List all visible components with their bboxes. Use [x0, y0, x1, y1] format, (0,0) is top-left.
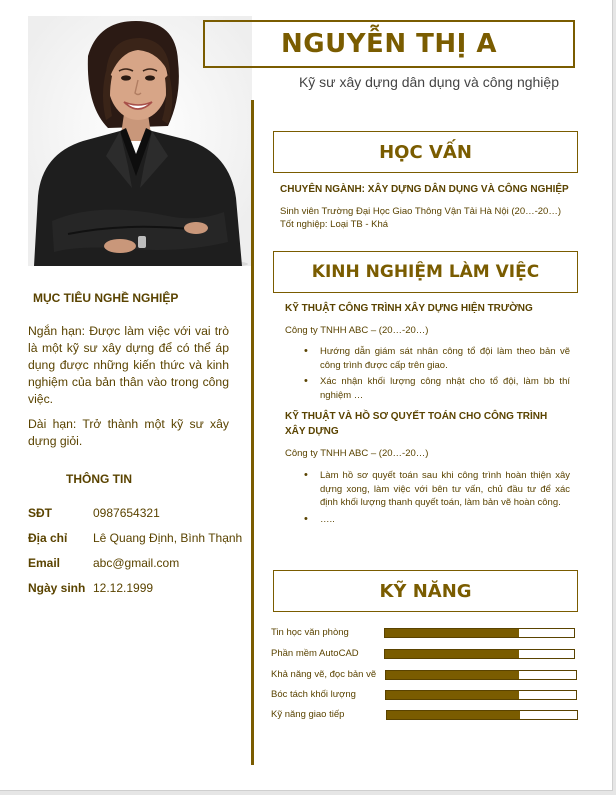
birthdate-value: 12.12.1999	[93, 581, 154, 595]
experience-heading: KINH NGHIỆM LÀM VIỆC	[311, 262, 540, 282]
skill-bar	[385, 690, 577, 700]
column-divider	[251, 100, 254, 765]
skill-bar-fill	[386, 691, 519, 699]
skill-label: Tin học văn phòng	[271, 627, 349, 638]
job-2-title: KỸ THUẬT VÀ HỒ SƠ QUYẾT TOÁN CHO CÔNG TRÌNH XÂY DỰNG	[285, 411, 548, 437]
skill-bar	[384, 649, 575, 659]
skill-bar	[384, 628, 575, 638]
list-item: • Hướng dẫn giám sát nhân công tổ đội làm theo bản vẽ công trình được cấp trên giao.	[304, 345, 570, 372]
list-item: • …..	[304, 513, 570, 527]
job-1-company: Công ty TNHH ABC – (20…-20…)	[285, 325, 429, 336]
email-value: abc@gmail.com	[93, 556, 180, 570]
skills-heading: KỸ NĂNG	[379, 580, 472, 602]
list-item: • Làm hồ sơ quyết toán sau khi công trình hoàn thiện xây dựng xong, làm việc với bên tư vấn, chủ đầu tư để xác định khối lượng thanh quyết toán, làm bản vẽ hoàn công.	[304, 469, 570, 510]
job-2-duties	[304, 469, 570, 529]
skill-bar-fill	[385, 650, 519, 658]
skill-bar-fill	[387, 711, 520, 719]
skill-label: Kỹ năng giao tiếp	[271, 709, 345, 720]
address-label: Địa chỉ	[28, 531, 68, 545]
objective-short-term: Ngắn hạn: Được làm việc với vai trò là một kỹ sư xây dựng để có thể áp dụng được những kiến thức và kinh nghiệm của bản thân vào trong công việc.	[28, 324, 229, 406]
education-heading-box	[273, 131, 578, 173]
job-title: Kỹ sư xây dựng dân dụng và công nghiệp	[298, 74, 559, 90]
info-heading: THÔNG TIN	[66, 472, 132, 486]
objective-long-term: Dài hạn: Trở thành một kỹ sư xây dựng giỏi.	[28, 417, 229, 448]
email-label: Email	[28, 556, 61, 570]
full-name: NGUYỄN THỊ A	[281, 29, 497, 59]
job-1-duties	[304, 345, 570, 405]
list-item: • Xác nhận khối lượng công nhật cho tổ đội, làm bb thí nghiệm …	[304, 375, 570, 402]
skill-bar	[386, 710, 578, 720]
skill-label: Phần mềm AutoCAD	[271, 648, 359, 659]
address-value: Lê Quang Định, Bình Thạnh	[93, 531, 243, 545]
education-major: CHUYÊN NGÀNH: XÂY DỰNG DÂN DỤNG VÀ CÔNG NGHIỆP	[280, 184, 569, 195]
education-heading: HỌC VẤN	[379, 141, 472, 163]
phone-value: 0987654321	[93, 506, 160, 520]
job-2-company: Công ty TNHH ABC – (20…-20…)	[285, 448, 429, 459]
education-school: Sinh viên Trường Đại Học Giao Thông Vận Tải Hà Nội (20…-20…)	[280, 206, 562, 217]
experience-heading-box	[273, 251, 578, 293]
education-graduation: Tốt nghiệp: Loại TB - Khá	[280, 219, 389, 230]
name-box	[203, 20, 575, 68]
skill-label: Khả năng vẽ, đọc bản vẽ	[271, 669, 377, 680]
objective-heading: MỤC TIÊU NGHỀ NGHIỆP	[33, 291, 179, 305]
skill-bar-fill	[385, 629, 519, 637]
skill-bar	[385, 670, 577, 680]
job-1-title: KỸ THUẬT CÔNG TRÌNH XÂY DỰNG HIỆN TRƯỜNG	[285, 303, 533, 314]
birthdate-label: Ngày sinh	[28, 581, 86, 595]
skill-bar-fill	[386, 671, 519, 679]
phone-label: SĐT	[28, 506, 52, 520]
skill-label: Bóc tách khối lượng	[271, 689, 356, 700]
skills-heading-box	[273, 570, 578, 612]
